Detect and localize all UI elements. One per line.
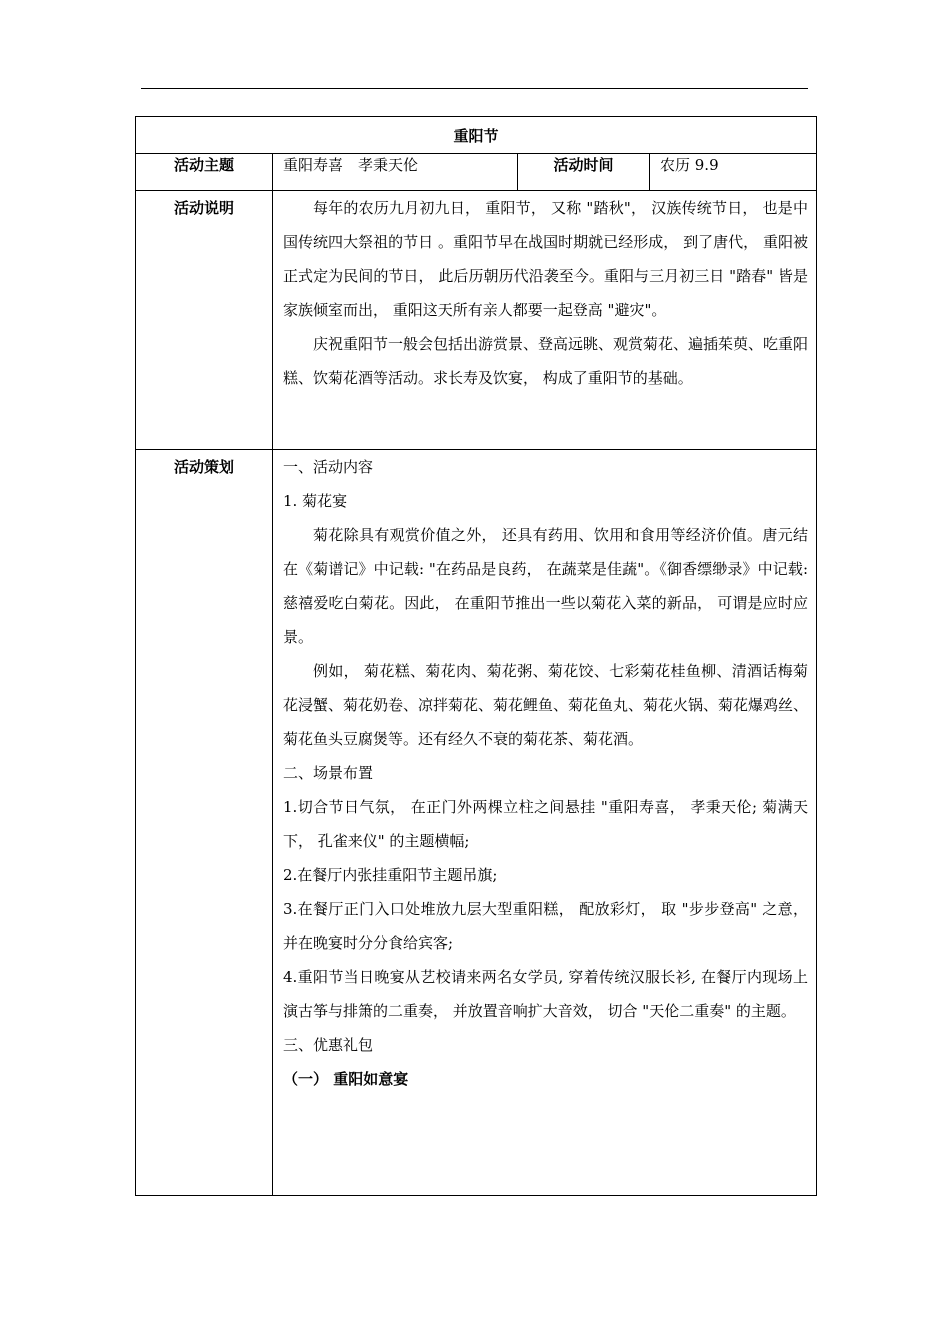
description-paragraph-1: 每年的农历九月初九日， 重阳节， 又称 "踏秋"， 汉族传统节日， 也是中国传统四大祭祖的节日 。重阳节早在战国时期就已经形成， 到了唐代， 重阳被正式定为民间的节日， 此后历朝历代沿袭至今。重阳与三月初三日 "踏春" 皆是家族倾室而出， 重阳这天所有亲人都要一起登高 "避灾"。 (283, 199, 809, 319)
section-heading-content: 一、活动内容 (283, 458, 374, 476)
time-label: 活动时间 (518, 154, 650, 191)
description-body (273, 191, 817, 450)
activity-table (135, 116, 817, 1196)
section-heading-scene: 二、场景布置 (283, 764, 374, 782)
scene-item-4: 4.重阳节当日晚宴从艺校请来两名女学员, 穿着传统汉服长衫, 在餐厅内现场上演古筝与排箫的二重奏， 并放置音响扩大音效， 切合 "天伦二重奏" 的主题。 (283, 968, 809, 1020)
time-value: 农历 9.9 (650, 154, 817, 191)
theme-value: 重阳寿喜 孝秉天伦 (273, 154, 518, 191)
plan-paragraph: 菊花除具有观赏价值之外， 还具有药用、饮用和食用等经济价值。唐元结在《菊谱记》中记载: "在药品是良药， 在蔬菜是佳蔬"。《御香缥缈录》中记载: 慈禧爱吃白菊花。因此， 在重阳节推出一些以菊花入菜的新品， 可谓是应时应景。 (283, 526, 809, 646)
description-paragraph-2: 庆祝重阳节一般会包括出游赏景、登高远眺、观赏菊花、遍插茱萸、吃重阳糕、饮菊花酒等活动。求长寿及饮宴， 构成了重阳节的基础。 (283, 335, 809, 387)
theme-label: 活动主题 (136, 154, 273, 191)
header-rule (141, 88, 808, 89)
table-title: 重阳节 (136, 117, 817, 154)
scene-item-1: 1.切合节日气氛， 在正门外两棵立柱之间悬挂 "重阳寿喜， 孝秉天伦; 菊满天下， 孔雀来仪" 的主题横幅; (283, 798, 809, 850)
subheading-chrysanthemum-feast: 1. 菊花宴 (283, 492, 348, 510)
description-label: 活动说明 (136, 191, 273, 450)
scene-item-2: 2.在餐厅内张挂重阳节主题吊旗; (283, 866, 498, 884)
scene-item-3: 3.在餐厅正门入口处堆放九层大型重阳糕， 配放彩灯， 取 "步步登高" 之意， 并在晚宴时分分食给宾客; (283, 900, 809, 952)
plan-label: 活动策划 (136, 450, 273, 1196)
plan-body (273, 450, 817, 1196)
plan-paragraph: 例如， 菊花糕、菊花肉、菊花粥、菊花饺、七彩菊花桂鱼柳、清酒话梅菊花浸蟹、菊花奶卷、凉拌菊花、菊花鲤鱼、菊花鱼丸、菊花火锅、菊花爆鸡丝、菊花鱼头豆腐煲等。还有经久不衰的菊花茶、菊花酒。 (283, 662, 809, 748)
subheading-ruyi-feast: （一） 重阳如意宴 (283, 1070, 409, 1088)
section-heading-gift: 三、优惠礼包 (283, 1036, 374, 1054)
